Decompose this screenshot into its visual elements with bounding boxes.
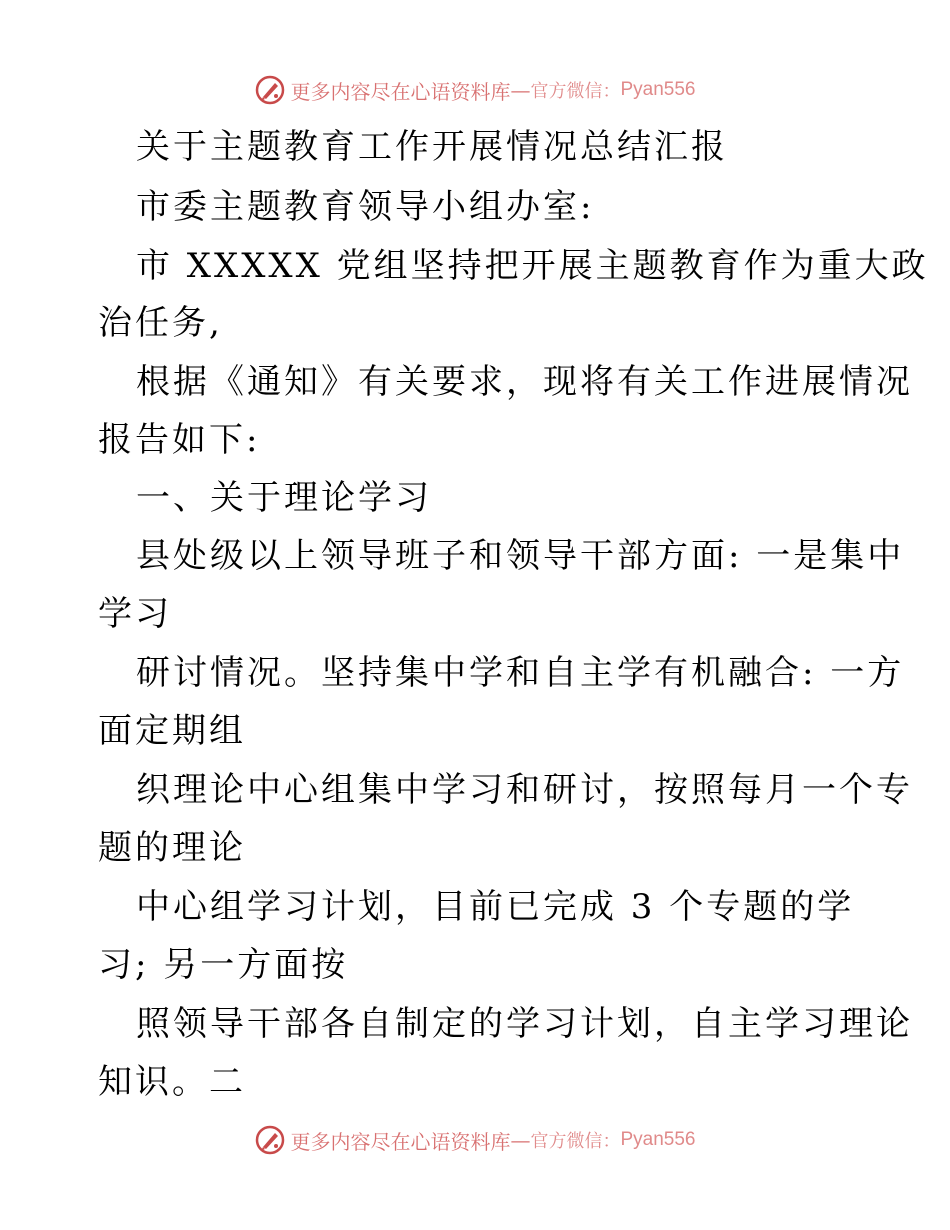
watermark-dash: —	[510, 1128, 531, 1152]
document-addressee: 市委主题教育领导小组办室:	[136, 187, 595, 227]
pen-logo-icon	[254, 74, 286, 106]
paragraph-line: 习; 另一方面按	[98, 945, 349, 985]
watermark-header	[0, 70, 950, 110]
watermark-footer	[0, 1120, 950, 1160]
paragraph-line: 研讨情况。坚持集中学和自主学有机融合: 一方	[136, 653, 905, 693]
watermark-dash: —	[510, 78, 531, 102]
watermark-wechat-id: Pyan556	[620, 79, 696, 100]
watermark-sub-text: 官方微信：	[530, 1131, 621, 1152]
paragraph-line: 报告如下:	[98, 420, 261, 460]
paragraph-line: 中心组学习计划，目前已完成 3 个专题的学	[136, 887, 855, 927]
paragraph-line: 学习	[98, 594, 172, 634]
paragraph-line: 市 XXXXX 党组坚持把开展主题教育作为重大政	[136, 246, 929, 286]
paragraph-line: 面定期组	[98, 711, 246, 751]
section-heading: 一、关于理论学习	[136, 478, 432, 518]
paragraph-line: 照领导干部各自制定的学习计划，自主学习理论	[136, 1004, 913, 1044]
pen-logo-icon	[254, 1124, 286, 1156]
watermark-main-text: 更多内容尽在心语资料库	[290, 1129, 511, 1154]
watermark-main-text: 更多内容尽在心语资料库	[290, 79, 511, 104]
paragraph-line: 织理论中心组集中学习和研讨，按照每月一个专	[136, 770, 913, 810]
paragraph-line: 治任务,	[98, 303, 223, 343]
paragraph-line: 知识。二	[98, 1062, 246, 1102]
paragraph-line: 县处级以上领导班子和领导干部方面: 一是集中	[136, 536, 905, 576]
paragraph-line: 根据《通知》有关要求，现将有关工作进展情况	[136, 362, 913, 402]
watermark-sub-text: 官方微信：	[530, 81, 621, 102]
paragraph-line: 题的理论	[98, 828, 246, 868]
watermark-wechat-id: Pyan556	[620, 1129, 696, 1150]
document-title: 关于主题教育工作开展情况总结汇报	[136, 127, 728, 167]
